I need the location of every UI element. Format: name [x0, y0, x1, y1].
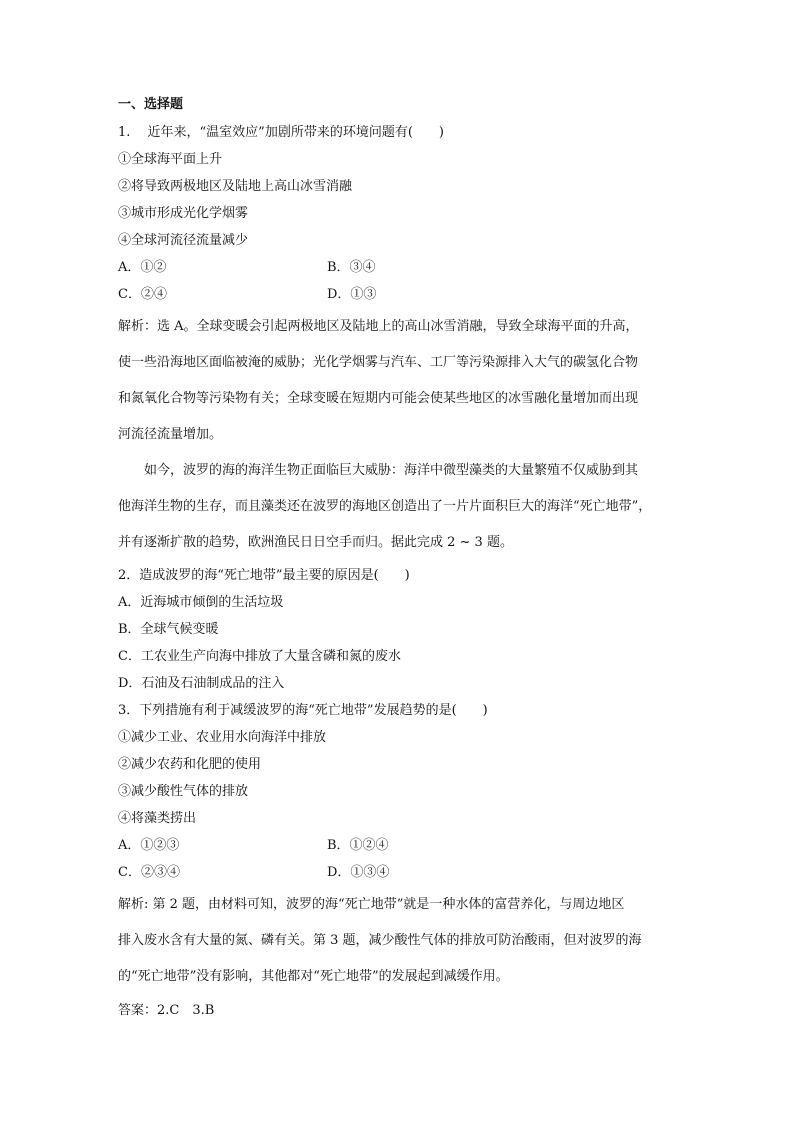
- q3-option-a: A．①②③: [118, 838, 180, 853]
- q2-option-c: C．工农业生产向海中排放了大量含磷和氮的废水: [118, 649, 401, 664]
- passage-line-1: 如今，波罗的海的海洋生物正面临巨大威胁：海洋中微型藻类的大量繁殖不仅威胁到其: [118, 463, 639, 478]
- q1-item-4: ④全球河流径流量减少: [118, 233, 249, 248]
- passage-line-3: 并有逐渐扩散的趋势，欧洲渔民日日空手而归。据此完成 2 ~ 3 题。: [118, 535, 513, 550]
- q1-item-2: ②将导致两极地区及陆地上高山冰雪消融: [118, 179, 353, 194]
- analysis2-line-3: 的“死亡地带”没有影响，其他都对“死亡地带”的发展起到减缓作用。: [118, 969, 509, 984]
- q1-item-1: ①全球海平面上升: [118, 152, 223, 167]
- q3-item-1: ①减少工业、农业用水向海洋中排放: [118, 730, 327, 745]
- passage-line-2: 他海洋生物的生存，而且藻类还在波罗的海地区创造出了一片片面积巨大的海洋“死亡地带”，: [118, 499, 652, 514]
- section-title: 一、选择题: [118, 97, 184, 112]
- q3-item-2: ②减少农药和化肥的使用: [118, 757, 262, 772]
- q2-option-b: B．全球气候变暖: [118, 622, 219, 637]
- analysis1-line-1: 解析：选 A。全球变暖会引起两极地区及陆地上的高山冰雪消融，导致全球海平面的升高，: [118, 319, 639, 334]
- answer-line: 答案：2.C 3.B: [118, 1003, 215, 1018]
- q1-stem: 1. 近年来，“温室效应”加剧所带来的环境问题有( ): [118, 125, 444, 140]
- q3-item-4: ④将藻类捞出: [118, 811, 197, 826]
- analysis2-line-2: 排入废水含有大量的氮、磷有关。第 3 题，减少酸性气体的排放可防治酸雨，但对波罗的海: [118, 933, 642, 948]
- q2-stem: 2．造成波罗的海“死亡地带”最主要的原因是( ): [118, 568, 410, 583]
- q3-option-d: D．①③④: [327, 865, 390, 880]
- analysis2-line-1: 解析: 第 2 题，由材料可知，波罗的海“死亡地带”就是一种水体的富营养化，与周边地区: [118, 897, 625, 912]
- q1-option-b: B．③④: [327, 260, 376, 275]
- analysis1-line-4: 河流径流量增加。: [118, 427, 223, 442]
- q3-item-3: ③减少酸性气体的排放: [118, 784, 249, 799]
- q3-stem: 3．下列措施有利于减缓波罗的海“死亡地带”发展趋势的是( ): [118, 703, 488, 718]
- q2-option-d: D．石油及石油制成品的注入: [118, 676, 285, 691]
- analysis1-line-2: 使一些沿海地区面临被淹的威胁；光化学烟雾与汽车、工厂等污染源排入大气的碳氢化合物: [118, 355, 639, 370]
- q1-option-d: D．①③: [327, 287, 377, 302]
- q3-option-b: B．①②④: [327, 838, 389, 853]
- q2-option-a: A．近海城市倾倒的生活垃圾: [118, 595, 284, 610]
- q1-option-a: A．①②: [118, 260, 167, 275]
- analysis1-line-3: 和氮氧化合物等污染物有关；全球变暖在短期内可能会使某些地区的冰雪融化量增加而出现: [118, 391, 639, 406]
- q3-option-c: C．②③④: [118, 865, 180, 880]
- q1-item-3: ③城市形成光化学烟雾: [118, 206, 249, 221]
- q1-option-c: C．②④: [118, 287, 167, 302]
